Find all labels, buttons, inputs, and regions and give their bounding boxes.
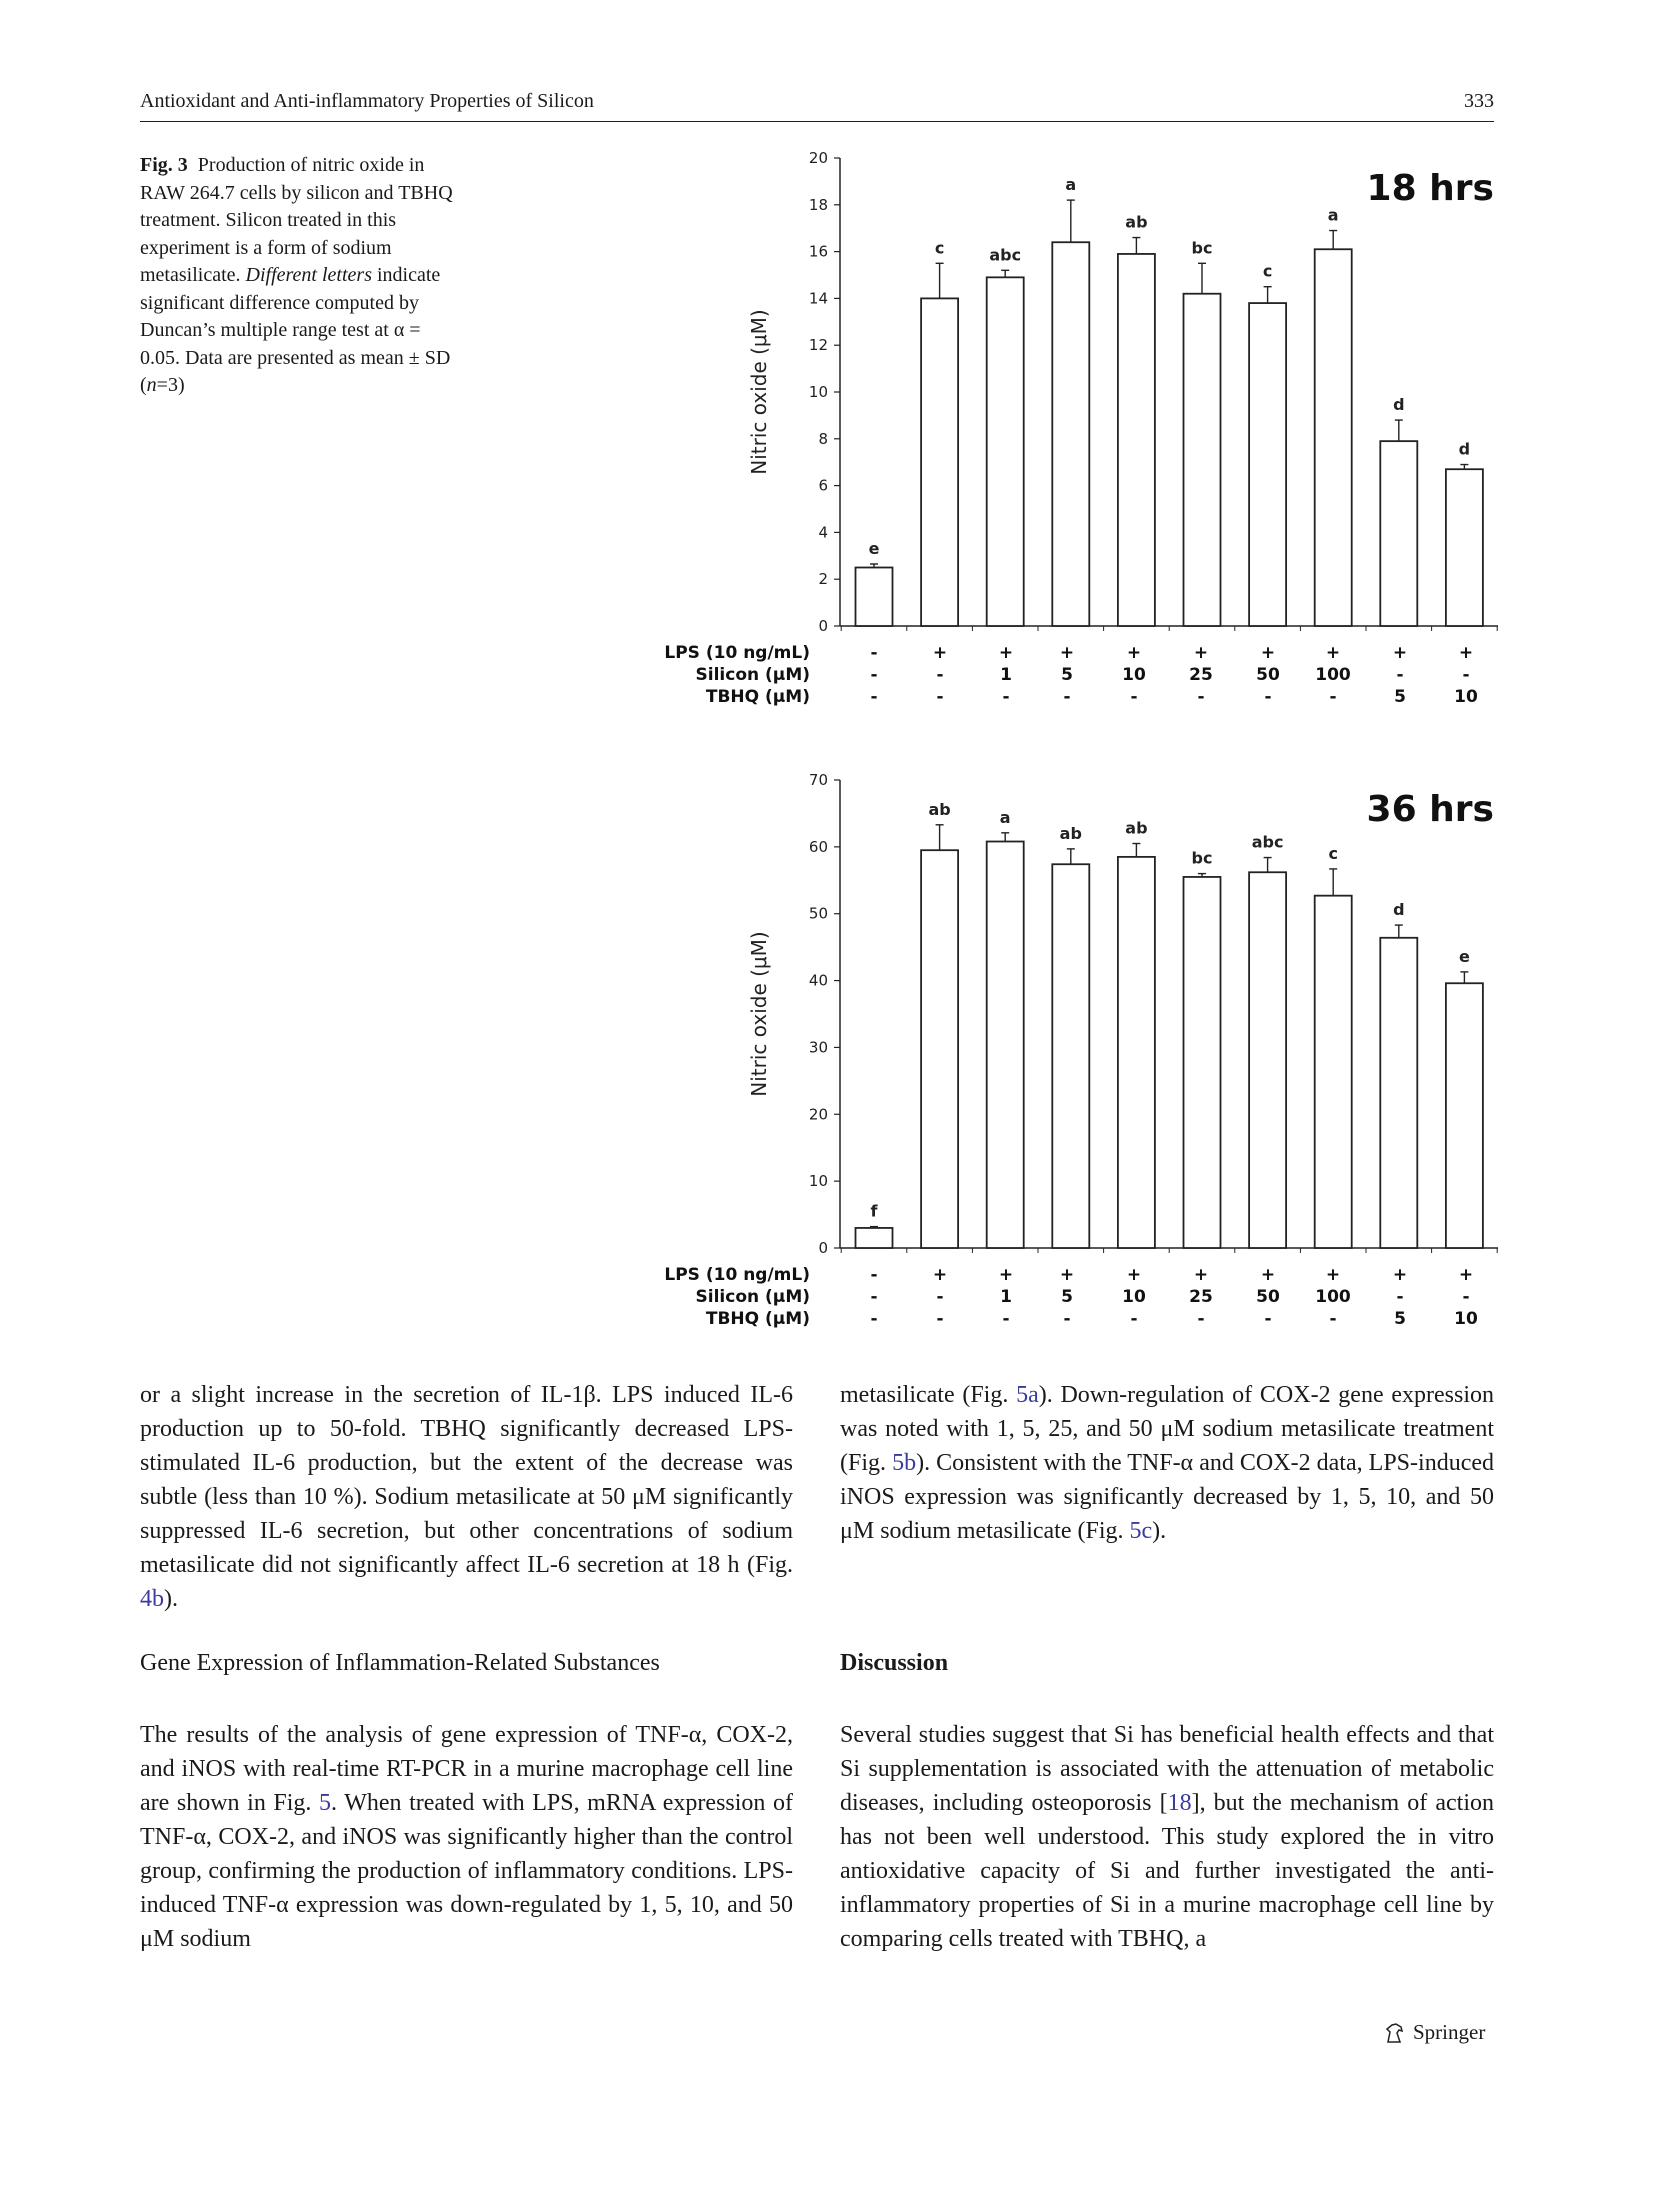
bar: [1380, 938, 1417, 1248]
significance-letter: a: [999, 807, 1011, 827]
bar: [856, 1228, 893, 1248]
significance-letter: d: [1393, 900, 1405, 920]
right-para1-a: metasilicate (Fig.: [840, 1382, 1017, 1408]
bar: [1184, 877, 1221, 1248]
treatment-value: -: [1329, 1309, 1337, 1329]
significance-letter: e: [1458, 946, 1470, 966]
treatment-value: 1: [1000, 665, 1012, 685]
y-tick-label: 50: [808, 904, 828, 923]
left-column-para1: [140, 1378, 793, 1616]
treatment-value: -: [936, 1309, 944, 1329]
treatment-value: -: [1462, 1287, 1470, 1307]
treatment-value: -: [1002, 1309, 1010, 1329]
bar: [987, 842, 1024, 1248]
treatment-value: -: [1063, 1309, 1071, 1329]
y-tick-label: 16: [808, 242, 828, 261]
y-tick-label: 30: [808, 1038, 828, 1057]
treatment-value: 5: [1394, 1309, 1406, 1329]
left-para1-text: or a slight increase in the secretion of IL-1β. LPS induced IL-6 production up to 50-fold. TBHQ significantly decreased LPS-stimulated IL-6 production, but the extent of the decrease was subtle (less than 10 %). Sodium metasilicate at 50 μM significantly suppressed IL-6 secretion, but other concentrations of sodium metasilicate did not significantly affect IL-6 secretion at 18 h (Fig.: [140, 1382, 793, 1578]
treatment-row-label: LPS (10 ng/mL): [664, 643, 810, 663]
springer-horse-icon: [1383, 2021, 1407, 2045]
significance-letter: c: [1328, 843, 1338, 863]
treatment-value: -: [1396, 665, 1404, 685]
significance-letter: a: [1327, 205, 1339, 225]
treatment-value: 5: [1061, 1287, 1073, 1307]
y-tick-label: 6: [818, 476, 828, 495]
bar: [1315, 896, 1352, 1248]
treatment-value: +: [1392, 643, 1408, 663]
running-title: Antioxidant and Anti-inflammatory Properties of Silicon: [140, 90, 594, 112]
significance-letter: f: [870, 1201, 878, 1221]
y-tick-label: 10: [808, 1172, 828, 1191]
significance-letter: c: [934, 238, 945, 258]
publisher-name: Springer: [1413, 2020, 1486, 2044]
treatment-row-label: Silicon (μM): [695, 1287, 810, 1307]
chart-title: 18 hrs: [1366, 168, 1494, 209]
significance-letter: d: [1458, 439, 1471, 459]
treatment-value: +: [1458, 1265, 1474, 1285]
caption-italic: Different letters: [245, 264, 372, 286]
right-column-para2: [840, 1718, 1494, 1956]
treatment-value: +: [1325, 643, 1341, 663]
caption-text-3: =3): [156, 374, 185, 396]
bar: [1249, 303, 1286, 626]
treatment-row-label: TBHQ (μM): [705, 687, 810, 707]
significance-letter: a: [1065, 175, 1077, 195]
bar: [1380, 441, 1417, 626]
y-tick-label: 60: [808, 837, 828, 856]
bar: [1118, 857, 1155, 1248]
treatment-value: +: [932, 1265, 948, 1285]
treatment-value: -: [1130, 687, 1138, 707]
caption-text-1: Production of nitric oxide in RAW 264.7 cells by silicon and TBHQ treatment. Silicon treated in this experiment is a form of sodium metasilicate.: [140, 154, 453, 286]
treatment-value: +: [998, 643, 1014, 663]
right-para2-a: Several studies suggest that Si has beneficial health effects and that Si supplementation is associated with the attenuation of metabolic diseases, including osteoporosis [: [840, 1722, 1494, 1816]
treatment-value: -: [870, 1309, 878, 1329]
treatment-value: -: [1329, 687, 1337, 707]
bar: [1052, 864, 1089, 1248]
fig-ref-5[interactable]: 5: [319, 1790, 332, 1816]
significance-letter: abc: [989, 245, 1022, 265]
treatment-value: -: [936, 1287, 944, 1307]
treatment-value: +: [1059, 643, 1075, 663]
treatment-value: -: [870, 687, 878, 707]
y-tick-label: 20: [808, 149, 828, 167]
right-para1-d: ).: [1152, 1518, 1167, 1544]
bar: [856, 568, 893, 627]
treatment-value: 25: [1189, 665, 1213, 685]
treatment-value: -: [1264, 1309, 1272, 1329]
left-para2-a: The results of the analysis of gene expression of TNF-α, COX-2, and iNOS with real-time RT-PCR in a murine macrophage cell line are shown in Fig.: [140, 1722, 793, 1816]
treatment-value: +: [932, 643, 948, 663]
chart-title: 36 hrs: [1366, 789, 1494, 830]
right-column-para1: [840, 1378, 1494, 1548]
bar: [921, 298, 958, 626]
treatment-value: 10: [1454, 687, 1478, 707]
citation-ref-18[interactable]: 18: [1167, 1790, 1192, 1816]
y-tick-label: 40: [808, 971, 828, 990]
treatment-value: 10: [1122, 1287, 1146, 1307]
treatment-value: +: [1260, 643, 1276, 663]
y-axis-title: Nitric oxide (μM): [747, 309, 771, 475]
bar: [1446, 469, 1483, 626]
fig-ref-5b[interactable]: 5b: [892, 1450, 917, 1476]
significance-letter: bc: [1191, 848, 1213, 868]
treatment-value: +: [1260, 1265, 1276, 1285]
y-tick-label: 14: [808, 289, 828, 308]
bar: [1184, 294, 1221, 626]
bar: [921, 850, 958, 1248]
treatment-value: +: [1126, 643, 1142, 663]
right-para2-b: ], but the mechanism of action has not been well understood. This study explored the in vitro antioxidative capacity of Si and further investigated the anti-inflammatory properties of Si in a murine macrophage cell line by comparing cells treated with TBHQ, a: [840, 1790, 1494, 1952]
y-tick-label: 2: [818, 570, 828, 589]
treatment-value: 100: [1315, 665, 1351, 685]
treatment-value: -: [870, 643, 878, 663]
bar: [1249, 872, 1286, 1248]
y-tick-label: 70: [808, 771, 828, 789]
y-tick-label: 4: [818, 523, 828, 542]
treatment-value: -: [870, 1287, 878, 1307]
fig-ref-5c[interactable]: 5c: [1129, 1518, 1153, 1544]
treatment-value: +: [998, 1265, 1014, 1285]
treatment-row-label: TBHQ (μM): [705, 1309, 810, 1329]
left-para2-b: . When treated with LPS, mRNA expression of TNF-α, COX-2, and iNOS was significantly higher than the control group, confirming the production of inflammatory conditions. LPS-induced TNF-α expression was down-regulated by 1, 5, 10, and 50 μM sodium: [140, 1790, 793, 1952]
caption-n: n: [146, 374, 157, 396]
treatment-value: -: [870, 665, 878, 685]
treatment-row-label: LPS (10 ng/mL): [664, 1265, 810, 1285]
bar: [1118, 254, 1155, 626]
treatment-value: 1: [1000, 1287, 1012, 1307]
treatment-value: -: [870, 1265, 878, 1285]
significance-letter: d: [1393, 395, 1405, 415]
treatment-value: -: [936, 665, 944, 685]
bar: [987, 277, 1024, 626]
significance-letter: ab: [928, 799, 951, 819]
page-number: 333: [1464, 90, 1494, 112]
treatment-value: 5: [1394, 687, 1406, 707]
significance-letter: ab: [1059, 823, 1082, 843]
left-column-para2: [140, 1718, 793, 1956]
treatment-value: +: [1126, 1265, 1142, 1285]
y-tick-label: 0: [818, 1239, 828, 1257]
treatment-value: 50: [1256, 1287, 1280, 1307]
treatment-value: -: [1063, 687, 1071, 707]
treatment-value: 25: [1189, 1287, 1213, 1307]
treatment-value: 100: [1315, 1287, 1351, 1307]
treatment-value: 10: [1122, 665, 1146, 685]
fig-ref-4b[interactable]: 4b: [140, 1586, 164, 1612]
treatment-value: -: [1002, 687, 1010, 707]
caption-label: Fig. 3: [140, 154, 188, 176]
y-tick-label: 18: [808, 195, 828, 214]
treatment-value: -: [936, 687, 944, 707]
significance-letter: bc: [1191, 238, 1213, 258]
subheading-gene-expression: Gene Expression of Inflammation-Related Substances: [140, 1650, 660, 1676]
bar: [1052, 242, 1089, 626]
treatment-value: 5: [1061, 665, 1073, 685]
y-tick-label: 20: [808, 1105, 828, 1124]
treatment-value: +: [1193, 643, 1209, 663]
treatment-row-label: Silicon (μM): [695, 665, 810, 685]
publisher-footer: [1383, 2020, 1485, 2045]
significance-letter: ab: [1125, 818, 1148, 838]
significance-letter: ab: [1125, 212, 1148, 232]
treatment-value: +: [1458, 643, 1474, 663]
treatment-value: 50: [1256, 665, 1280, 685]
treatment-value: +: [1325, 1265, 1341, 1285]
treatment-value: -: [1264, 687, 1272, 707]
heading-discussion: Discussion: [840, 1650, 949, 1676]
treatment-value: -: [1396, 1287, 1404, 1307]
treatment-value: -: [1197, 1309, 1205, 1329]
treatment-value: -: [1462, 665, 1470, 685]
significance-letter: c: [1262, 261, 1273, 281]
y-tick-label: 0: [818, 617, 828, 635]
fig-ref-5a[interactable]: 5a: [1016, 1382, 1039, 1408]
treatment-value: +: [1059, 1265, 1075, 1285]
left-para1-end: ).: [164, 1586, 178, 1612]
caption-text-2: indicate significant difference computed by Duncan’s multiple range test at α = 0.05. Data are presented as mean ± SD (: [140, 264, 451, 396]
y-tick-label: 10: [808, 383, 828, 401]
y-tick-label: 8: [818, 429, 828, 448]
bar: [1315, 249, 1352, 626]
treatment-value: 10: [1454, 1309, 1478, 1329]
right-para1-b: ). Down-regulation of COX-2 gene expression was noted with 1, 5, 25, and 50 μM sodium metasilicate treatment (Fig.: [840, 1382, 1494, 1476]
significance-letter: abc: [1251, 832, 1284, 852]
y-tick-label: 12: [808, 336, 828, 355]
treatment-value: +: [1392, 1265, 1408, 1285]
treatment-value: +: [1193, 1265, 1209, 1285]
y-axis-title: Nitric oxide (μM): [747, 931, 771, 1097]
treatment-value: -: [1130, 1309, 1138, 1329]
treatment-value: -: [1197, 687, 1205, 707]
significance-letter: e: [868, 538, 880, 558]
bar: [1446, 983, 1483, 1248]
right-para1-c: ). Consistent with the TNF-α and COX-2 data, LPS-induced iNOS expression was significantly decreased by 1, 5, 10, and 50 μM sodium metasilicate (Fig.: [840, 1450, 1494, 1544]
